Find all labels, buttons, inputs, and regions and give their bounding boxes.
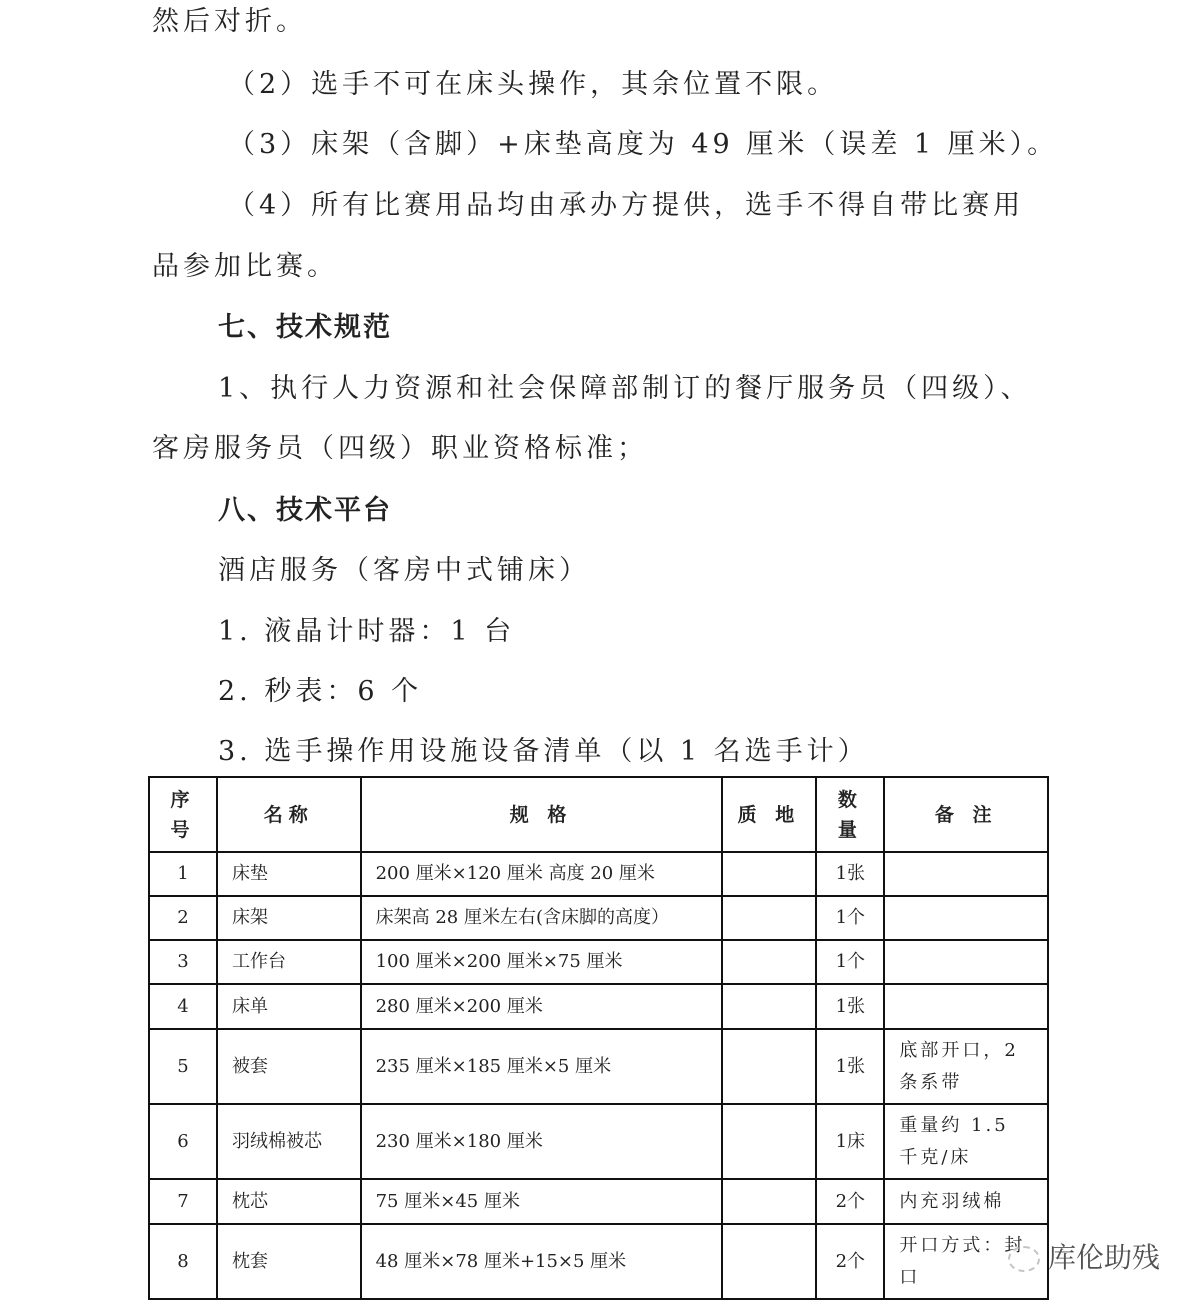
- row-name: 被套: [217, 1029, 361, 1104]
- row-notes: [884, 984, 1048, 1029]
- row-spec: 床架高 28 厘米左右(含床脚的高度）: [361, 896, 722, 940]
- row-notes: 重量约 1.5 千克/床: [884, 1104, 1048, 1179]
- table-row: [149, 1104, 1048, 1179]
- wechat-icon: [1008, 1246, 1040, 1272]
- row-material: [722, 852, 817, 896]
- watermark: [1008, 1236, 1160, 1276]
- equipment-table: [148, 776, 1049, 1300]
- table-row: [149, 852, 1048, 896]
- row-quantity: 1张: [816, 852, 884, 896]
- table-row: [149, 940, 1048, 984]
- header-spec: 规 格: [361, 777, 722, 852]
- table-row: [149, 1029, 1048, 1104]
- header-notes: 备 注: [884, 777, 1048, 852]
- row-quantity: 2个: [816, 1179, 884, 1224]
- row-material: [722, 940, 817, 984]
- row-quantity: 1张: [816, 984, 884, 1029]
- row-notes: [884, 940, 1048, 984]
- row-name: 床架: [217, 896, 361, 940]
- section-heading: 七、技术规范: [218, 312, 392, 343]
- row-material: [722, 1104, 817, 1179]
- row-material: [722, 984, 817, 1029]
- paragraph-line: 酒店服务（客房中式铺床）: [218, 555, 590, 586]
- paragraph-line: （2）选手不可在床头操作，其余位置不限。: [228, 69, 839, 100]
- paragraph-line: 客房服务员（四级）职业资格标准；: [152, 433, 648, 464]
- table-row: [149, 1179, 1048, 1224]
- row-name: 床单: [217, 984, 361, 1029]
- row-spec: 100 厘米×200 厘米×75 厘米: [361, 940, 722, 984]
- paragraph-line: （3）床架（含脚）+床垫高度为 49 厘米（误差 1 厘米）。: [228, 129, 1059, 160]
- row-quantity: 1张: [816, 1029, 884, 1104]
- row-spec: 235 厘米×185 厘米×5 厘米: [361, 1029, 722, 1104]
- row-quantity: 1个: [816, 940, 884, 984]
- header-material: 质 地: [722, 777, 817, 852]
- header-name: 名称: [217, 777, 361, 852]
- row-index: 4: [149, 984, 217, 1029]
- paragraph-line: 品参加比赛。: [152, 251, 338, 282]
- header-quantity: 数量: [816, 777, 884, 852]
- row-name: 枕套: [217, 1224, 361, 1299]
- row-notes: 内充羽绒棉: [884, 1179, 1048, 1224]
- row-name: 工作台: [217, 940, 361, 984]
- row-quantity: 1床: [816, 1104, 884, 1179]
- row-material: [722, 1029, 817, 1104]
- row-material: [722, 1224, 817, 1299]
- watermark-text: 库伦助残: [1048, 1241, 1161, 1274]
- row-spec: 75 厘米×45 厘米: [361, 1179, 722, 1224]
- table-header-row: [149, 777, 1048, 852]
- section-heading: 八、技术平台: [218, 495, 392, 526]
- row-name: 枕芯: [217, 1179, 361, 1224]
- row-notes: 开口方式：封口: [884, 1224, 1048, 1299]
- row-quantity: 1个: [816, 896, 884, 940]
- row-index: 1: [149, 852, 217, 896]
- row-spec: 200 厘米×120 厘米 高度 20 厘米: [361, 852, 722, 896]
- row-notes: 底部开口，2条系带: [884, 1029, 1048, 1104]
- table-row: [149, 1224, 1048, 1299]
- row-name: 羽绒棉被芯: [217, 1104, 361, 1179]
- table-row: [149, 896, 1048, 940]
- row-quantity: 2个: [816, 1224, 884, 1299]
- row-material: [722, 1179, 817, 1224]
- paragraph-line: 2. 秒表：6 个: [218, 676, 423, 707]
- paragraph-line: 1、执行人力资源和社会保障部制订的餐厅服务员（四级）、: [218, 373, 1032, 404]
- paragraph-line: （4）所有比赛用品均由承办方提供，选手不得自带比赛用: [228, 190, 1025, 221]
- row-index: 7: [149, 1179, 217, 1224]
- row-index: 5: [149, 1029, 217, 1104]
- row-material: [722, 896, 817, 940]
- row-spec: 230 厘米×180 厘米: [361, 1104, 722, 1179]
- row-name: 床垫: [217, 852, 361, 896]
- paragraph-line: 1. 液晶计时器：1 台: [218, 616, 516, 647]
- header-index: 序号: [149, 777, 217, 852]
- row-index: 6: [149, 1104, 217, 1179]
- paragraph-line: 3. 选手操作用设施设备清单（以 1 名选手计）: [218, 736, 869, 767]
- row-index: 3: [149, 940, 217, 984]
- paragraph-line: 然后对折。: [152, 6, 307, 37]
- row-spec: 48 厘米×78 厘米+15×5 厘米: [361, 1224, 722, 1299]
- row-index: 2: [149, 896, 217, 940]
- table-row: [149, 984, 1048, 1029]
- row-notes: [884, 852, 1048, 896]
- row-notes: [884, 896, 1048, 940]
- row-spec: 280 厘米×200 厘米: [361, 984, 722, 1029]
- row-index: 8: [149, 1224, 217, 1299]
